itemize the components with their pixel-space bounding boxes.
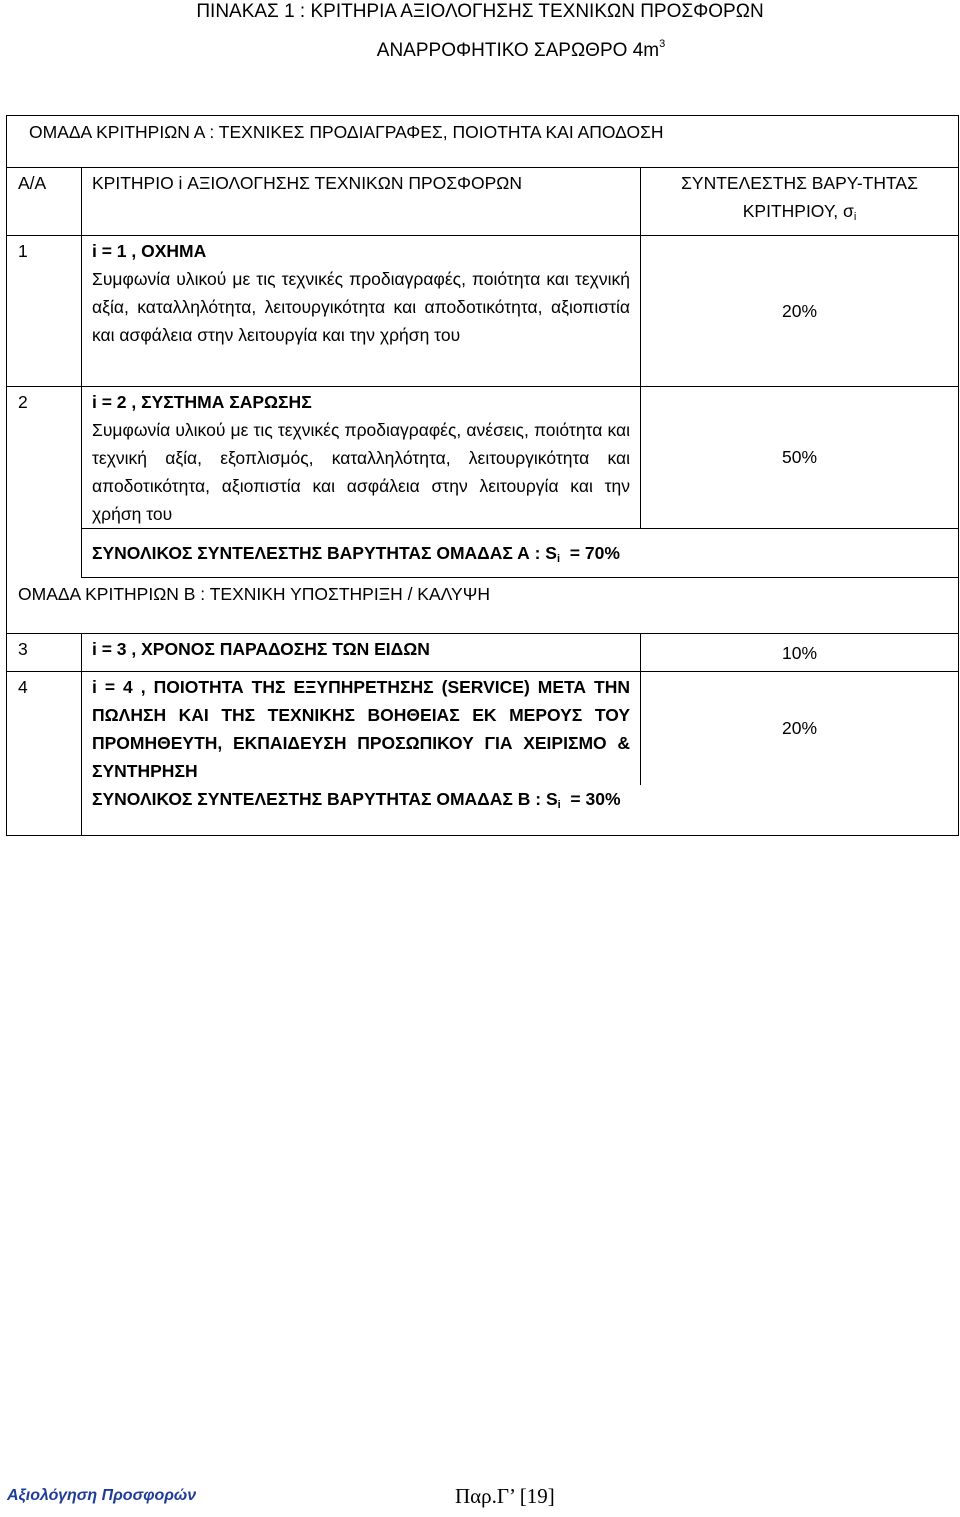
group-a-total-label: ΣΥΝΟΛΙΚΟΣ ΣΥΝΤΕΛΕΣΤΗΣ ΒΑΡΥΤΗΤΑΣ ΟΜΑΔΑΣ Α : S (92, 543, 557, 563)
row-4-heading: i = 4 , ΠΟΙΟΤΗΤΑ ΤΗΣ ΕΞΥΠΗΡΕΤΗΣΗΣ (SERVICE) ΜΕΤΑ ΤΗΝ ΠΩΛΗΣΗ ΚΑΙ ΤΗΣ ΤΕΧΝΙΚΗΣ ΒΟΗΘΕΙΑΣ ΕΚ ΜΕΡΟΥΣ ΤΟΥ ΠΡΟΜΗΘΕΥΤΗ, ΕΚΠΑΙΔΕΥΣΗ ΠΡΟΣΩΠΙΚΟΥ ΓΙΑ ΧΕΙΡΙΣΜΟ & ΣΥΝΤΗΡΗΣΗ (92, 677, 630, 781)
table-border-right (958, 115, 959, 836)
group-b-total-value: = 30% (570, 789, 621, 809)
table-border-bottom (6, 835, 959, 836)
divider-columns-header (6, 235, 959, 236)
row-2-body: Συμφωνία υλικού με τις τεχνικές προδιαγραφές, ανέσεις, ποιότητα και τεχνική αξία, εξοπλισμός, καταλληλότητα, λειτουργικότητα και αποδοτικότητα, αξιοπιστία και ασφάλεια στην λειτουργία και την χρήση του (92, 420, 630, 524)
group-a-total-subscript: i (556, 553, 561, 565)
divider-total-a (81, 577, 959, 578)
subtitle-superscript: 3 (659, 38, 666, 50)
row-4-weight: 20% (781, 718, 818, 738)
column-header-weight-line1: ΣΥΝΤΕΛΕΣΤΗΣ ΒΑΡΥ-ΤΗΤΑΣ (681, 173, 918, 193)
group-a-total-value: = 70% (569, 543, 620, 563)
group-b-total (92, 785, 621, 819)
row-2-num: 2 (18, 392, 28, 412)
subtitle-text: ΑΝΑΡΡΟΦΗΤΙΚΟ ΣΑΡΩΘΡΟ 4m (376, 40, 660, 61)
row-1-num: 1 (18, 241, 28, 261)
col-divider-num-a (81, 167, 82, 577)
divider-row-2 (81, 528, 959, 529)
page-title: ΠΙΝΑΚΑΣ 1 : ΚΡΙΤΗΡΙΑ ΑΞΙΟΛΟΓΗΣΗΣ ΤΕΧΝΙΚΩΝ ΠΡΟΣΦΟΡΩΝ (196, 1, 764, 22)
table-border-top (6, 115, 959, 116)
row-1-heading: i = 1 , ΟΧΗΜΑ (92, 241, 207, 261)
divider-row-3 (6, 671, 959, 672)
group-b-total-label: ΣΥΝΟΛΙΚΟΣ ΣΥΝΤΕΛΕΣΤΗΣ ΒΑΡΥΤΗΤΑΣ ΟΜΑΔΑΣ Β : S (92, 789, 558, 809)
divider-row-1 (6, 386, 959, 387)
row-2-heading: i = 2 , ΣΥΣΤΗΜΑ ΣΑΡΩΣΗΣ (92, 392, 312, 412)
column-header-weight (641, 169, 958, 231)
column-header-num: Α/Α (18, 173, 47, 193)
row-2-criterion (92, 388, 630, 528)
row-4-num: 4 (18, 677, 28, 697)
col-divider-num-b (81, 633, 82, 835)
group-b-total-subscript: i (557, 799, 561, 811)
row-1-weight: 20% (781, 301, 818, 321)
page-subtitle (0, 38, 960, 62)
divider-group-b-header (6, 633, 959, 634)
footer-page-number: Παρ.Γ’ [19] (455, 1484, 555, 1508)
group-a-title: ΟΜΑΔΑ ΚΡΙΤΗΡΙΩΝ Α : ΤΕΧΝΙΚΕΣ ΠΡΟΔΙΑΓΡΑΦΕΣ, ΠΟΙΟΤΗΤΑ ΚΑΙ ΑΠΟΔΟΣΗ (29, 122, 664, 142)
row-3-heading: i = 3 , ΧΡΟΝΟΣ ΠΑΡΑΔΟΣΗΣ ΤΩΝ ΕΙΔΩΝ (92, 639, 430, 659)
footer-section-label: Αξιολόγηση Προσφορών (7, 1487, 197, 1504)
row-1-criterion (92, 237, 630, 349)
column-header-criterion: ΚΡΙΤΗΡΙΟ i ΑΞΙΟΛΟΓΗΣΗΣ ΤΕΧΝΙΚΩΝ ΠΡΟΣΦΟΡΩΝ (92, 173, 523, 193)
group-a-total (92, 539, 620, 573)
row-1-body: Συμφωνία υλικού με τις τεχνικές προδιαγραφές, ποιότητα και τεχνική αξία, καταλληλότητα, λειτουργικότητα και αποδοτικότητα, αξιοπιστία και ασφάλεια στην λειτουργία και την χρήση του (92, 269, 630, 345)
table-border-left (6, 115, 7, 836)
weight-subscript: i (853, 211, 857, 223)
weight-label: ΚΡΙΤΗΡΙΟΥ, σ (742, 201, 854, 221)
group-b-title: ΟΜΑΔΑ ΚΡΙΤΗΡΙΩΝ Β : ΤΕΧΝΙΚΗ ΥΠΟΣΤΗΡΙΞΗ / ΚΑΛΥΨΗ (18, 584, 490, 604)
divider-group-a-header (6, 167, 959, 168)
row-3-num: 3 (18, 639, 28, 659)
row-3-weight: 10% (781, 643, 818, 663)
column-header-weight-line2 (641, 197, 958, 231)
row-2-weight: 50% (781, 447, 818, 467)
